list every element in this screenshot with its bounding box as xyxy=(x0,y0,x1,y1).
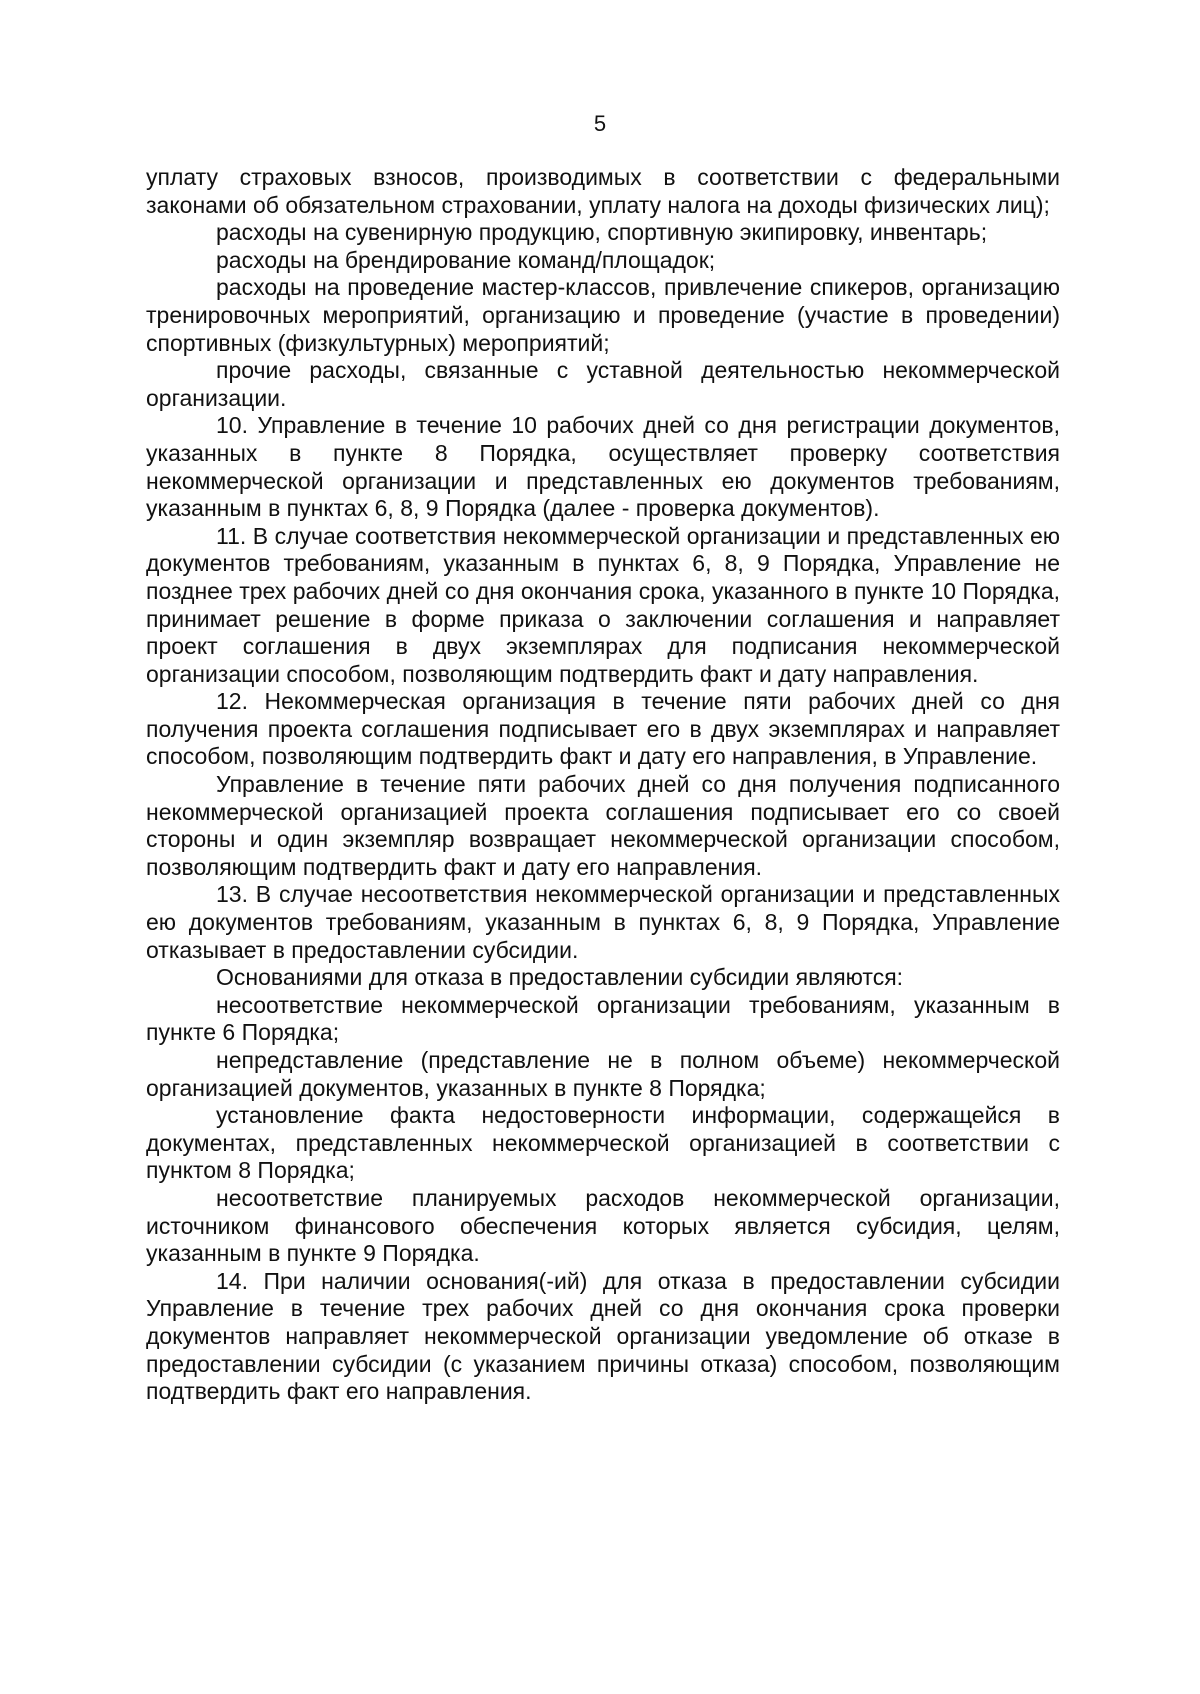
paragraph: прочие расходы, связанные с уставной деятельностью некоммерческой организации. xyxy=(146,357,1060,411)
paragraph: расходы на брендирование команд/площадок; xyxy=(216,246,716,273)
clause-10: 10. Управление в течение 10 рабочих дней со дня регистрации документов, указанных в пункте 8 Порядка, осуществляет проверку соответствия некоммерческой организации и представленных ею документов требованиям, указанным в пунктах 6, 8, 9 Порядка (далее - проверка документов). xyxy=(146,412,1060,522)
clause-12: 12. Некоммерческая организация в течение пяти рабочих дней со дня получения проекта соглашения подписывает его в двух экземплярах и направляет способом, позволяющим подтвердить факт и дату его направления, в Управление. xyxy=(146,688,1060,770)
clause-11: 11. В случае соответствия некоммерческой организации и представленных ею документов требованиям, указанным в пунктах 6, 8, 9 Порядка, Управление не позднее трех рабочих дней со дня окончания срока, указанного в пункте 10 Порядка, принимает решение в форме приказа о заключении соглашения и направляет проект соглашения в двух экземплярах для подписания некоммерческой организации способом, позволяющим подтвердить факт и дату направления. xyxy=(146,522,1060,687)
document-body xyxy=(146,164,1060,1406)
paragraph: несоответствие некоммерческой организации требованиям, указанным в пункте 6 Порядка; xyxy=(146,991,1060,1046)
paragraph: Управление в течение пяти рабочих дней со дня получения подписанного некоммерческой организацией проекта соглашения подписывает его со своей стороны и один экземпляр возвращает некоммерческой организации способом, позволяющим подтвердить факт и дату его направления. xyxy=(146,771,1060,880)
paragraph: расходы на сувенирную продукцию, спортивную экипировку, инвентарь; xyxy=(216,219,988,246)
paragraph: несоответствие планируемых расходов некоммерческой организации, источником финансового обеспечения которых является субсидия, целям, указанным в пункте 9 Порядка. xyxy=(146,1184,1060,1267)
paragraph: расходы на проведение мастер-классов, привлечение спикеров, организацию тренировочных мероприятий, организацию и проведение (участие в проведении) спортивных (физкультурных) мероприятий; xyxy=(146,274,1060,356)
clause-13: 13. В случае несоответствия некоммерческой организации и представленных ею документов требованиям, указанным в пунктах 6, 8, 9 Порядка, Управление отказывает в предоставлении субсидии. xyxy=(146,881,1060,963)
paragraph: Основаниями для отказа в предоставлении субсидии являются: xyxy=(216,964,904,991)
page-number: 5 xyxy=(593,111,607,136)
paragraph: уплату страховых взносов, производимых в соответствии с федеральными законами об обязательном страховании, уплату налога на доходы физических лиц); xyxy=(146,164,1060,218)
paragraph: непредставление (представление не в полном объеме) некоммерческой организацией документов, указанных в пункте 8 Порядка; xyxy=(146,1047,1060,1101)
clause-14: 14. При наличии основания(-ий) для отказа в предоставлении субсидии Управление в течение трех рабочих дней со дня окончания срока проверки документов направляет некоммерческой организации уведомление об отказе в предоставлении субсидии (с указанием причины отказа) способом, позволяющим подтвердить факт его направления. xyxy=(146,1267,1060,1405)
paragraph: установление факта недостоверности информации, содержащейся в документах, представленных некоммерческой организацией в соответствии с пунктом 8 Порядка; xyxy=(146,1102,1060,1184)
